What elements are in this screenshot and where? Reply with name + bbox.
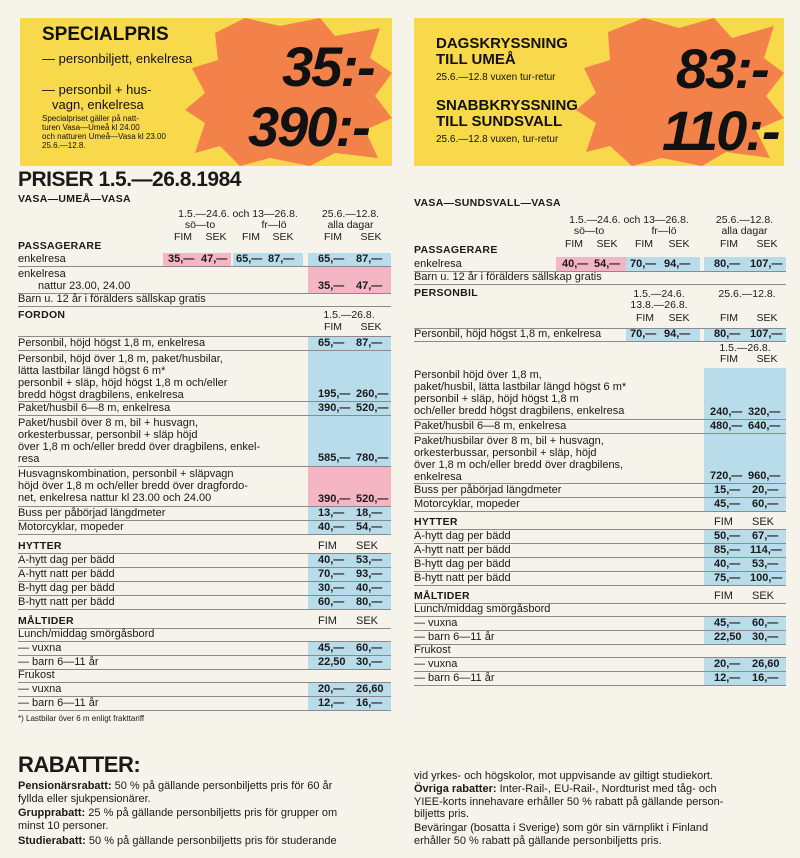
price-cell: 70,— bbox=[630, 258, 657, 270]
price-cell: 65,— bbox=[318, 337, 345, 349]
section-header-row bbox=[414, 512, 786, 530]
section-header: MÅLTIDER bbox=[18, 615, 74, 627]
table-row bbox=[18, 337, 391, 351]
period-header: 1.5.—26.8. bbox=[719, 342, 771, 354]
route-title: VASA—UMEÅ—VASA bbox=[18, 193, 131, 205]
row-label: Paket/husbil 6—8 m, enkelresa bbox=[414, 420, 567, 432]
price-cell: 260,— bbox=[356, 388, 389, 400]
price-cell: 195,— bbox=[318, 388, 351, 400]
banner-line: vagn, enkelresa bbox=[52, 97, 144, 112]
row-label: Frukost bbox=[18, 669, 55, 681]
currency-header: FIM bbox=[318, 540, 337, 552]
table-row bbox=[18, 683, 391, 697]
row-label: A-hytt dag per bädd bbox=[414, 530, 511, 542]
row-label: Motorcyklar, mopeder bbox=[18, 521, 124, 533]
price-cell: 45,— bbox=[714, 617, 741, 629]
price-cell: 20,— bbox=[752, 484, 779, 496]
row-label: — barn 6—11 år bbox=[414, 672, 495, 684]
price-cell: 94,— bbox=[664, 328, 691, 340]
table-row bbox=[18, 642, 391, 656]
table-row bbox=[414, 658, 786, 672]
cruise-banner bbox=[414, 18, 784, 166]
group-discount bbox=[18, 807, 337, 832]
period-header: fr—lö bbox=[261, 219, 287, 231]
row-label: — vuxna bbox=[414, 658, 458, 670]
table-row bbox=[18, 670, 391, 683]
currency-header: SEK bbox=[756, 353, 778, 365]
table-row bbox=[414, 498, 786, 512]
table-row bbox=[18, 596, 391, 610]
price-cell: 53,— bbox=[356, 554, 383, 566]
price-83: 83:- bbox=[676, 37, 768, 100]
period-header: 1.5.—24.6. och 13—26.8. bbox=[569, 214, 689, 226]
price-cell: 13,— bbox=[318, 507, 345, 519]
table-row bbox=[18, 467, 391, 507]
price-cell: 94,— bbox=[664, 258, 691, 270]
currency-header: SEK bbox=[752, 516, 775, 528]
period-header: sö—to bbox=[573, 225, 605, 237]
price-cell: 26,60 bbox=[752, 658, 780, 670]
row-label: B-hytt natt per bädd bbox=[414, 572, 511, 584]
pension-discount bbox=[18, 780, 332, 805]
price-cell: 45,— bbox=[714, 498, 741, 510]
currency-header: FIM bbox=[719, 312, 739, 324]
row-label: Personbil, höjd högst 1,8 m, enkelresa bbox=[18, 337, 206, 349]
currency-header: SEK bbox=[668, 238, 690, 250]
table-row bbox=[414, 272, 786, 285]
price-cell: 75,— bbox=[714, 572, 741, 584]
row-label: B-hytt dag per bädd bbox=[18, 582, 115, 594]
period-header: alla dagar bbox=[721, 225, 768, 237]
price-cell: 520,— bbox=[356, 493, 389, 505]
price-cell: 16,— bbox=[356, 697, 383, 709]
page-title: PRISER 1.5.—26.8.1984 bbox=[18, 168, 241, 191]
row-label: nattur 23.00, 24.00 bbox=[38, 280, 131, 292]
cruise-title: DAGSKRYSSNING bbox=[436, 35, 568, 52]
price-cell: 12,— bbox=[714, 672, 741, 684]
price-cell: 60,— bbox=[752, 498, 779, 510]
discounts-title: RABATTER: bbox=[18, 752, 141, 777]
row-label: Personbil höjd över 1,8 m, paket/husbil, lätta lastbilar längd högst 6 m* personbil + släp, höjd högst 1,8 m och/eller bredd högst dragbilens, enkelresa bbox=[414, 369, 627, 417]
currency-header: FIM bbox=[318, 615, 337, 627]
price-cell: 100,— bbox=[750, 572, 783, 584]
price-cell: 54,— bbox=[594, 258, 621, 270]
table-row bbox=[18, 507, 391, 521]
price-cell: 47,— bbox=[356, 280, 383, 292]
price-cell: 70,— bbox=[630, 328, 657, 340]
row-label: — barn 6—11 år bbox=[18, 697, 99, 709]
price-cell: 40,— bbox=[714, 558, 741, 570]
row-label: — vuxna bbox=[414, 617, 458, 629]
table-row bbox=[414, 368, 786, 420]
table-row bbox=[18, 294, 391, 307]
section-header: HYTTER bbox=[18, 540, 62, 552]
table-row bbox=[18, 521, 391, 535]
price-cell: 20,— bbox=[318, 683, 345, 695]
cruise-sub: 25.6.—12.8 vuxen, tur-retur bbox=[436, 134, 559, 145]
row-label: Lunch/middag smörgåsbord bbox=[18, 628, 155, 640]
row-label: enkelresa bbox=[18, 268, 66, 280]
cruise-sub: 25.6.—12.8 vuxen tur-retur bbox=[436, 72, 556, 83]
discount-text: 50 % på gällande personbiljetts pris för studerande bbox=[85, 835, 337, 847]
period-header: 1.5.—24.6. och 13—26.8. bbox=[178, 208, 298, 220]
row-label: enkelresa bbox=[414, 258, 462, 270]
table-row bbox=[414, 631, 786, 645]
row-label: Lunch/middag smörgåsbord bbox=[414, 603, 551, 615]
price-cell: 15,— bbox=[714, 484, 741, 496]
price-cell: 65,— bbox=[318, 253, 345, 265]
row-label: — vuxna bbox=[18, 683, 62, 695]
currency-header: FIM bbox=[719, 353, 739, 365]
row-label: Paket/husbil 6—8 m, enkelresa bbox=[18, 402, 171, 414]
discount-text: 25 % på gällande personbiljetts pris för grupper om minst 10 personer. bbox=[18, 807, 338, 832]
currency-header: SEK bbox=[356, 615, 379, 627]
row-label: Motorcyklar, mopeder bbox=[414, 498, 520, 510]
price-cell: 70,— bbox=[318, 568, 345, 580]
table-row bbox=[414, 604, 786, 617]
price-cell: 960,— bbox=[748, 470, 781, 482]
price-cell: 87,— bbox=[356, 253, 383, 265]
price-cell: 720,— bbox=[710, 470, 743, 482]
table-row bbox=[414, 530, 786, 544]
section-header: PASSAGERARE bbox=[414, 244, 498, 256]
table-row bbox=[414, 328, 786, 342]
section-header-row bbox=[18, 307, 391, 337]
table-row bbox=[414, 434, 786, 484]
price-390: 390:- bbox=[248, 95, 369, 158]
price-35: 35:- bbox=[282, 35, 374, 98]
price-cell: 480,— bbox=[710, 420, 743, 432]
row-label: Husvagnskombination, personbil + släpvagn höjd över 1,8 m och/eller bredd över dragfordo- net, enkelresa nattur kl 23.00 och 24.00 bbox=[18, 468, 248, 504]
other-discounts bbox=[414, 783, 723, 821]
price-cell: 80,— bbox=[714, 258, 741, 270]
period-header: 25.6.—12.8. bbox=[718, 288, 776, 300]
period-header: sö—to bbox=[184, 219, 216, 231]
section-header-row bbox=[414, 285, 786, 328]
table-row bbox=[414, 645, 786, 658]
table-row bbox=[18, 629, 391, 642]
price-cell: 60,— bbox=[318, 596, 345, 608]
price-cell: 240,— bbox=[710, 406, 743, 418]
row-label: Paket/husbil över 8 m, bil + husvagn, orkesterbussar, personbil + släp höjd över 1,8 m och/eller bredd över dragbilens, enkel- resa bbox=[18, 417, 261, 465]
currency-header: FIM bbox=[173, 231, 193, 243]
row-label: A-hytt natt per bädd bbox=[414, 544, 511, 556]
price-cell: 640,— bbox=[748, 420, 781, 432]
cruise-title: TILL SUNDSVALL bbox=[436, 113, 563, 130]
table-row bbox=[18, 582, 391, 596]
currency-header: SEK bbox=[205, 231, 227, 243]
period-header: alla dagar bbox=[327, 219, 374, 231]
banner-title: SPECIALPRIS bbox=[42, 24, 169, 45]
section-header: HYTTER bbox=[414, 516, 458, 528]
price-cell: 85,— bbox=[714, 544, 741, 556]
banner-fine-print: Specialpriset gäller på natt- turen Vasa—Umeå kl 24.00 och natturen Umeå—Vasa kl 23.00 25.6.—12.8. bbox=[42, 114, 166, 150]
period-header: 1.5.—26.8. bbox=[323, 309, 375, 321]
currency-header: SEK bbox=[272, 231, 294, 243]
table-row bbox=[414, 558, 786, 572]
currency-header: SEK bbox=[668, 312, 690, 324]
row-label: A-hytt natt per bädd bbox=[18, 568, 115, 580]
column-header bbox=[414, 209, 786, 257]
price-cell: 30,— bbox=[318, 582, 345, 594]
row-label: A-hytt dag per bädd bbox=[18, 554, 115, 566]
price-cell: 93,— bbox=[356, 568, 383, 580]
price-110: 110:- bbox=[662, 99, 779, 162]
period-header: 25.6.—12.8. bbox=[715, 214, 774, 226]
price-cell: 107,— bbox=[750, 258, 783, 270]
price-cell: 60,— bbox=[356, 642, 383, 654]
footnote: *) Lastbilar över 6 m enligt frakttariff bbox=[18, 714, 145, 723]
section-header-row bbox=[18, 610, 391, 629]
price-cell: 67,— bbox=[752, 530, 779, 542]
currency-header: FIM bbox=[634, 238, 654, 250]
table-row bbox=[414, 672, 786, 686]
price-cell: 585,— bbox=[318, 452, 351, 464]
price-cell: 45,— bbox=[318, 642, 345, 654]
currency-header: FIM bbox=[635, 312, 655, 324]
row-label: B-hytt natt per bädd bbox=[18, 596, 115, 608]
row-label: Buss per påbörjad längdmeter bbox=[18, 507, 166, 519]
price-cell: 30,— bbox=[356, 656, 383, 668]
banner-line: — personbiljett, enkelresa bbox=[42, 51, 193, 66]
section-header-row bbox=[414, 586, 786, 604]
special-price-banner bbox=[20, 18, 392, 166]
price-cell: 390,— bbox=[318, 493, 351, 505]
price-cell: 60,— bbox=[752, 617, 779, 629]
row-label: Paket/husbilar över 8 m, bil + husvagn, orkesterbussar, personbil + släp, höjd över 1,8 m och/eller bredd över dragbilens, enkelresa bbox=[414, 435, 624, 483]
currency-header: SEK bbox=[356, 540, 379, 552]
price-cell: 320,— bbox=[748, 406, 781, 418]
period-header: fr—lö bbox=[651, 225, 677, 237]
section-header: PASSAGERARE bbox=[18, 240, 102, 252]
price-cell: 87,— bbox=[356, 337, 383, 349]
price-cell: 520,— bbox=[356, 402, 389, 414]
table-row bbox=[18, 267, 391, 294]
price-cell: 54,— bbox=[356, 521, 383, 533]
currency-header: FIM bbox=[323, 321, 343, 333]
vasa-umea-price-table bbox=[18, 168, 391, 723]
currency-header: FIM bbox=[714, 516, 733, 528]
table-row bbox=[18, 416, 391, 467]
row-label: Personbil, höjd över 1,8 m, paket/husbilar, lätta lastbilar längd högst 6 m* personbil + släp, höjd högst 1,8 m och/eller bredd högst dragbilens, enkelresa bbox=[18, 353, 228, 401]
price-cell: 22,50 bbox=[714, 631, 742, 643]
section-header: FORDON bbox=[18, 309, 66, 321]
table-row bbox=[18, 697, 391, 711]
price-cell: 22,50 bbox=[318, 656, 346, 668]
price-cell: 80,— bbox=[714, 328, 741, 340]
row-label: Personbil, höjd högst 1,8 m, enkelresa bbox=[414, 328, 602, 340]
price-cell: 47,— bbox=[201, 253, 228, 265]
cruise-title: TILL UMEÅ bbox=[436, 51, 516, 68]
section-header-row bbox=[414, 342, 786, 368]
conscript-discount: Beväringar (bosatta i Sverige) som gör sin värnplikt i Finland erhåller 50 % rabatt på gällande personbiljetts pris. bbox=[414, 822, 709, 847]
price-cell: 107,— bbox=[750, 328, 783, 340]
discount-label: Studierabatt: bbox=[18, 835, 86, 847]
currency-header: FIM bbox=[241, 231, 261, 243]
table-row bbox=[414, 617, 786, 631]
row-label: — barn 6—11 år bbox=[414, 631, 495, 643]
student-discount-cont: vid yrkes- och högskolor, mot uppvisande av giltigt studiekort. bbox=[414, 770, 713, 782]
table-row bbox=[414, 257, 786, 272]
table-row bbox=[18, 351, 391, 402]
banner-line: — personbil + hus- bbox=[42, 82, 152, 97]
price-cell: 30,— bbox=[752, 631, 779, 643]
discount-text: Inter-Rail-, EU-Rail-, Nordturist med tåg- och YIEE-korts innehavare erhåller 50 % rabatt på gällande person- biljetts pris. bbox=[414, 783, 724, 820]
row-label: — vuxna bbox=[18, 642, 62, 654]
column-header bbox=[18, 205, 391, 253]
price-cell: 40,— bbox=[356, 582, 383, 594]
table-row bbox=[18, 402, 391, 416]
price-cell: 20,— bbox=[714, 658, 741, 670]
row-label: — barn 6—11 år bbox=[18, 656, 99, 668]
price-cell: 40,— bbox=[318, 554, 345, 566]
period-header: 1.5.—24.6. 13.8.—26.8. bbox=[630, 288, 688, 311]
section-header: PERSONBIL bbox=[414, 287, 478, 299]
table-row bbox=[18, 554, 391, 568]
section-header-row bbox=[18, 535, 391, 554]
price-cell: 780,— bbox=[356, 452, 389, 464]
price-cell: 35,— bbox=[318, 280, 345, 292]
price-cell: 390,— bbox=[318, 402, 351, 414]
currency-header: SEK bbox=[360, 231, 382, 243]
discount-label: Övriga rabatter: bbox=[414, 783, 497, 795]
table-row bbox=[414, 484, 786, 498]
period-header: 25.6.—12.8. bbox=[321, 208, 380, 220]
currency-header: SEK bbox=[752, 590, 775, 602]
price-cell: 50,— bbox=[714, 530, 741, 542]
section-header: MÅLTIDER bbox=[414, 590, 470, 602]
discount-label: Grupprabatt: bbox=[18, 807, 86, 819]
row-label: enkelresa bbox=[18, 253, 66, 265]
currency-header: SEK bbox=[756, 238, 778, 250]
table-row bbox=[414, 572, 786, 586]
table-row bbox=[414, 544, 786, 558]
price-cell: 65,— bbox=[236, 253, 263, 265]
cruise-title: SNABBKRYSSNING bbox=[436, 97, 578, 114]
student-discount bbox=[18, 835, 337, 848]
currency-header: FIM bbox=[564, 238, 584, 250]
price-cell: 114,— bbox=[750, 544, 782, 556]
row-label: Barn u. 12 år i förälders sällskap gratis bbox=[414, 271, 602, 283]
row-label: B-hytt dag per bädd bbox=[414, 558, 511, 570]
currency-header: FIM bbox=[719, 238, 739, 250]
currency-header: SEK bbox=[596, 238, 618, 250]
price-cell: 35,— bbox=[168, 253, 195, 265]
price-cell: 12,— bbox=[318, 697, 345, 709]
price-cell: 80,— bbox=[356, 596, 383, 608]
vasa-sundsvall-price-table bbox=[414, 196, 786, 686]
price-cell: 18,— bbox=[356, 507, 383, 519]
price-cell: 53,— bbox=[752, 558, 779, 570]
currency-header: SEK bbox=[360, 321, 382, 333]
table-row bbox=[18, 253, 391, 267]
currency-header: FIM bbox=[323, 231, 343, 243]
discount-label: Pensionärsrabatt: bbox=[18, 780, 112, 792]
row-label: Frukost bbox=[414, 644, 451, 656]
currency-header: SEK bbox=[756, 312, 778, 324]
route-title: VASA—SUNDSVALL—VASA bbox=[414, 197, 561, 209]
currency-header: FIM bbox=[714, 590, 733, 602]
row-label: Buss per påbörjad längdmeter bbox=[414, 484, 562, 496]
price-cell: 87,— bbox=[268, 253, 295, 265]
row-label: Barn u. 12 år i förälders sällskap gratis bbox=[18, 293, 206, 305]
table-row bbox=[18, 568, 391, 582]
price-cell: 40,— bbox=[562, 258, 589, 270]
table-row bbox=[414, 420, 786, 434]
price-cell: 40,— bbox=[318, 521, 345, 533]
price-cell: 26,60 bbox=[356, 683, 384, 695]
price-cell: 16,— bbox=[752, 672, 779, 684]
table-row bbox=[18, 656, 391, 670]
discount-text: 50 % på gällande personbiljetts pris för 60 år fyllda eller sjukpensionärer. bbox=[18, 780, 333, 805]
